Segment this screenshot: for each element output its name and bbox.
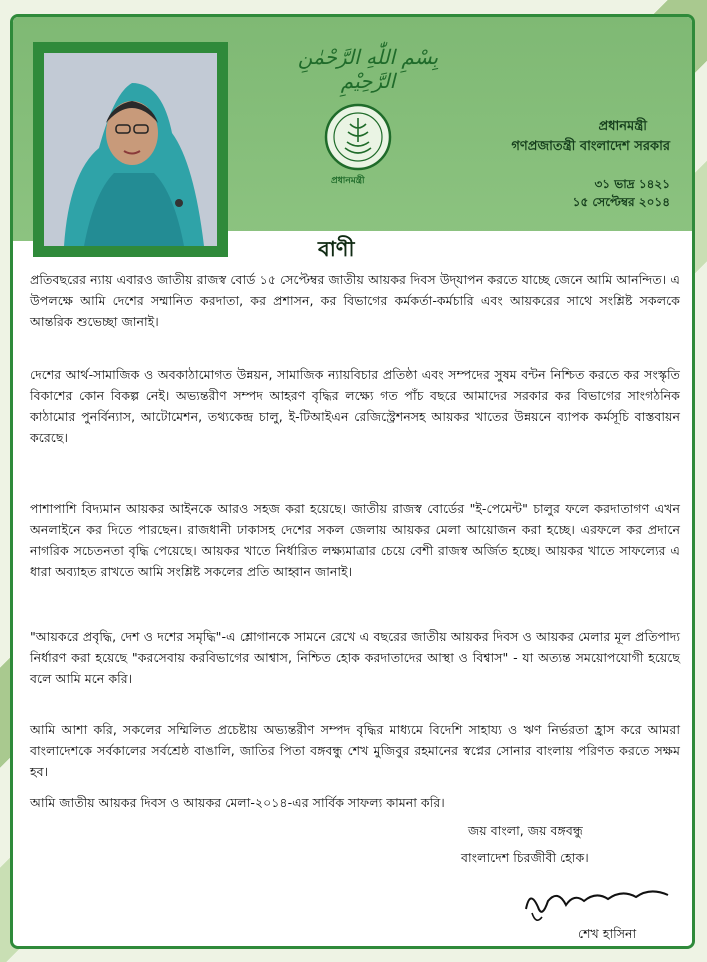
paragraph-4: "আয়করে প্রবৃদ্ধি, দেশ ও দশের সমৃদ্ধি"-এ শ্লোগানকে সামনে রেখে এ বছরের জাতীয় আয়কর দিবস ও আয়কর মেলার মূল প্রতিপাদ্য নির্ধারণ করা হয়েছে "করসেবায় করবিভাগের আশ্বাস, নিশ্চিত হোক করদাতাদের আস্থা ও বিশ্বাস" - যা অত্যন্ত সময়োপযোগী হয়েছে বলে আমি মনে করি। bbox=[30, 629, 680, 686]
office-title: প্রধানমন্ত্রী bbox=[598, 119, 647, 134]
heading-bar bbox=[223, 231, 692, 264]
paragraph-2: দেশের আর্থ-সামাজিক ও অবকাঠামোগত উন্নয়ন, সামাজিক ন্যায়বিচার প্রতিষ্ঠা এবং সম্পদের সুষম বন্টন নিশ্চিত করতে কর সংস্কৃতি বিকাশের কোন বিকল্প নেই। অভ্যন্তরীণ সম্পদ আহরণ বৃদ্ধির লক্ষ্যে গত পাঁচ বছরে আমাদের সরকার কর বিভাগের সাংগঠনিক কাঠামোর পুনর্বিন্যাস, আটোমেশন, তথ্যকেন্দ্র চালু, ই-টিআইএন রেজিস্ট্রেশনসহ আয়কর খাতের উন্নয়নে ব্যাপক কর্মসূচি বাস্তবায়ন করেছে। bbox=[30, 367, 680, 445]
government-name: গণপ্রজাতন্ত্রী বাংলাদেশ সরকার bbox=[511, 139, 670, 154]
paragraph-3: পাশাপাশি বিদ্যমান আয়কর আইনকে আরও সহজ করা হয়েছে। জাতীয় রাজস্ব বোর্ডের "ই-পেমেন্ট" চালুর ফলে করদাতাগণ এখন অনলাইনে কর দিতে পারছেন। রাজধানী ঢাকাসহ দেশের সকল জেলায় আয়কর মেলা আয়োজন করা হচ্ছে। এরফলে কর প্রদানে নাগরিক সচেতনতা বৃদ্ধি পেয়েছে। আয়কর খাতে নির্ধারিত লক্ষ্যমাত্রার চেয়ে বেশী রাজস্ব অর্জিত হচ্ছে। আয়কর খাতে সাফল্যের এ ধারা অব্যাহত রাখতে আমি সংশ্লিষ্ট সকলের প্রতি আহ্বান জানাই। bbox=[30, 501, 680, 579]
seal-label: প্রধানমন্ত্রী bbox=[331, 176, 365, 186]
document-frame bbox=[10, 14, 695, 949]
message-body bbox=[13, 261, 692, 949]
closing-wish: বাংলাদেশ চিরজীবী হোক। bbox=[461, 850, 589, 865]
bismillah-calligraphy: بِسْمِ اللّٰهِ الرَّحْمٰنِ الرَّحِيْمِ bbox=[297, 45, 439, 93]
paragraph-1: প্রতিবছরের ন্যায় এবারও জাতীয় রাজস্ব বোর্ড ১৫ সেপ্টেম্বর জাতীয় আয়কর দিবস উদ্‌যাপন করতে যাচ্ছে জেনে আমি আনন্দিত। এ উপলক্ষে আমি দেশের সম্মানিত করদাতা, কর প্রশাসন, কর বিভাগের কর্মকর্তা-কর্মচারি এবং আয়করের সাথে সংশ্লিষ্ট সকলকে আন্তরিক শুভেচ্ছা জানাই। bbox=[30, 272, 680, 329]
date-bangla: ৩১ ভাদ্র ১৪২১ bbox=[594, 177, 670, 191]
message-heading: বাণী bbox=[318, 237, 355, 261]
signature-icon bbox=[518, 879, 688, 929]
signatory-name: শেখ হাসিনা bbox=[578, 926, 637, 941]
paragraph-5: আমি আশা করি, সকলের সম্মিলিত প্রচেষ্টায় অভ্যন্তরীণ সম্পদ বৃদ্ধির মাধ্যমে বিদেশি সাহায্য ও ঋণ নির্ভরতা হ্রাস করে আমরা বাংলাদেশকে সর্বকালের সর্বশ্রেষ্ঠ বাঙালি, জাতির পিতা বঙ্গবন্ধু শেখ মুজিবুর রহমানের স্বপ্নের সোনার বাংলায় পরিণত করতে সক্ষম হব। bbox=[30, 722, 680, 779]
date-gregorian: ১৫ সেপ্টেম্বর ২০১৪ bbox=[572, 195, 670, 209]
portrait-photo bbox=[44, 53, 217, 246]
portrait-frame bbox=[33, 42, 228, 257]
government-seal-icon bbox=[323, 102, 393, 172]
portrait-illustration bbox=[44, 53, 217, 246]
closing-slogan: জয় বাংলা, জয় বঙ্গবন্ধু bbox=[468, 823, 583, 838]
paragraph-6: আমি জাতীয় আয়কর দিবস ও আয়কর মেলা-২০১৪-এর সার্বিক সাফল্য কামনা করি। bbox=[30, 795, 445, 810]
